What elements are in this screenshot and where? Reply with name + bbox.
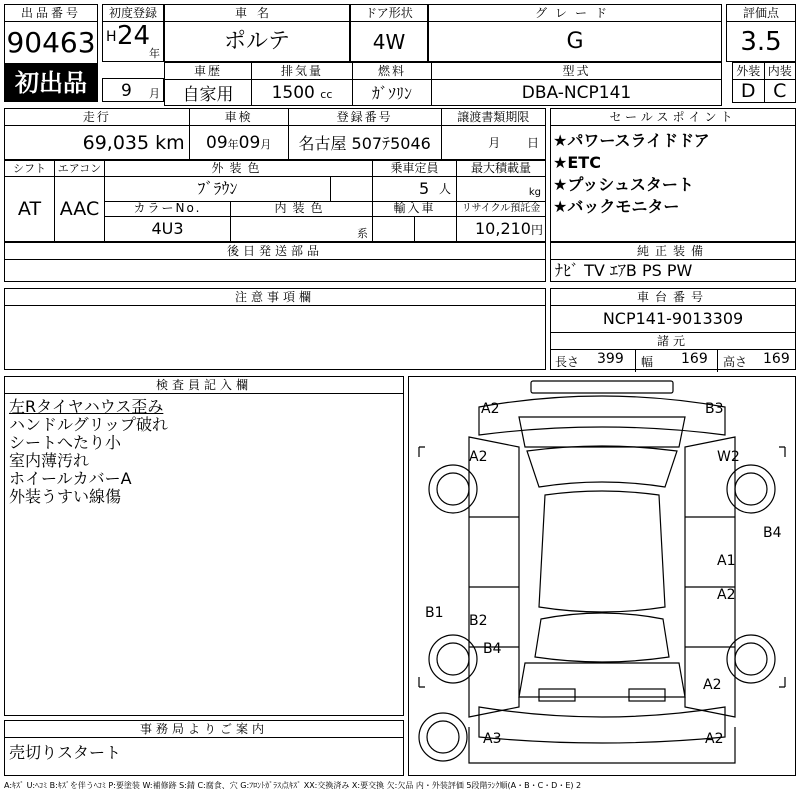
car-diagram [408,376,796,776]
grade: G [566,29,584,54]
dims-divider [717,350,718,372]
era: H [106,29,117,45]
sales-point-item: ★プッシュスタート [553,175,694,194]
grade-table [732,62,796,103]
listing-number-label: 出品番号 [5,5,97,22]
office-note: 売切りスタート [9,743,122,762]
damage-mark: A2 [481,401,500,417]
int-color-label: 内装色 [231,201,373,217]
transfer-cell [441,126,545,160]
chassis-label: 車台番号 [551,289,795,306]
width-label: 幅 [641,355,654,369]
inspection-year-unit: 年 [227,137,239,151]
mileage-label: 走行 [5,109,190,126]
plate: 名古屋 507ﾃ5046 [288,126,441,160]
inspector-label: 検査員記入欄 [5,377,403,394]
equipment-label: 純正装備 [551,243,795,260]
damage-mark: B1 [425,605,444,621]
legend: A:ｷｽﾞ U:ﾍｺﾐ B:ｷｽﾞを伴うﾍｺﾐ P:要塗装 W:補修跡 S:錆 C:腐食、穴 G:ﾌﾛﾝﾄｶﾞﾗｽ点ｷｽﾞ XX:交換済み X:要交換 欠:欠品 内・外装評価 5段階ﾗﾝｸ順(A・B・C・D・E) 2 [4,781,582,790]
damage-mark: A2 [469,449,488,465]
score-box [726,4,796,62]
int-grade-label: 内装 [764,63,796,80]
displacement-label: 排気量 [252,63,353,80]
int-color-cell [231,217,373,241]
dims-divider [635,350,636,372]
capacity-label: 乗車定員 [373,161,457,177]
history: 自家用 [165,80,252,106]
registration-year: 24 [117,21,151,51]
later-parts-label: 後日発送部品 [5,243,545,260]
fuel: ｶﾞｿﾘﾝ [353,80,432,106]
mileage-cell [5,126,190,160]
displacement: 1500 [271,82,315,103]
car-name: ポルテ [223,29,290,54]
listing-number: 90463 [6,26,96,59]
door-type: 4W [372,30,406,54]
damage-mark: A1 [717,553,736,569]
door-box [350,4,428,62]
office-box [4,720,404,776]
recycle-label: リサイクル預託金 [457,201,545,217]
color-no-label: カラーNo. [105,201,231,217]
recycle-fee: 10,210 [475,219,531,238]
shift-ac-block [4,160,546,242]
first-registration-label: 初度登録 [103,5,163,22]
fuel-label: 燃料 [353,63,432,80]
load-unit: kg [528,187,541,198]
score: 3.5 [740,27,782,57]
later-parts-box [4,242,546,282]
mileage-unit: km [155,131,185,154]
damage-mark: B3 [705,401,724,417]
notes-box [4,288,546,370]
notes-label: 注意事項欄 [5,289,545,306]
car-name-box [164,4,350,62]
inspector-notes [5,394,403,506]
score-label: 評価点 [727,5,795,22]
inspector-box [4,376,404,716]
shift-label: シフト [5,161,55,177]
import-label: 輸入車 [373,201,457,217]
recycle-unit: 円 [530,223,543,237]
inspection-month: 09 [238,132,261,153]
height: 169 [763,351,790,367]
import-cell-b [415,217,457,241]
car-outline [409,377,795,775]
displacement-cell [252,80,353,106]
ext-color-label: 外装色 [105,161,373,177]
damage-mark: A3 [483,731,502,747]
capacity-unit: 人 [439,182,452,196]
detail-table [4,108,546,160]
model-label: 型式 [432,63,722,80]
damage-mark: A2 [717,587,736,603]
inspector-note: 外装うすい線傷 [9,487,122,506]
sales-point-item: ★パワースライドドア [553,131,710,150]
color-no: 4U3 [105,217,231,241]
import-cell-a [373,217,415,241]
equipment-box [550,242,796,282]
first-listing-badge: 初出品 [4,64,98,102]
grade-box [428,4,722,62]
int-grade: C [764,80,796,103]
plate-label: 登録番号 [288,109,441,126]
inspection-cell [189,126,288,160]
month-unit: 月 [149,87,160,100]
recycle-cell [457,217,545,241]
listing-number-box [4,4,98,64]
mileage: 69,035 [82,131,150,154]
capacity-cell [373,177,457,201]
air-conditioner: AAC [55,177,105,241]
sales-point-item: ★バックモニター [553,197,680,216]
inspection-year: 09 [206,132,228,153]
damage-mark: B4 [763,525,782,541]
vehicle-specs-table [164,62,722,106]
sales-points-list [551,126,795,218]
transfer-day-unit: 日 [526,136,539,150]
load-label: 最大積載量 [457,161,545,177]
model: DBA-NCP141 [432,80,722,106]
sales-point-item: ★ETC [553,153,601,172]
ext-grade-label: 外装 [733,63,765,80]
capacity: 5 [419,179,430,198]
damage-mark: B2 [469,613,488,629]
shift: AT [5,177,55,241]
chassis-number: NCP141-9013309 [551,306,795,333]
equipment: ﾅﾋﾞ TV ｴｱB PS PW [555,261,693,280]
inspector-note: 左Rタイヤハウス歪み [9,397,164,416]
dims-row [551,350,795,372]
door-label: ドア形状 [351,5,427,22]
ext-color-spare [331,177,373,201]
first-registration-box [102,4,164,62]
inspector-note: ハンドルグリップ破れ [9,415,169,434]
int-color-unit: 系 [357,227,368,240]
inspector-note: シートへたり小 [9,433,122,452]
ext-color: ﾌﾞﾗｳﾝ [105,177,331,201]
damage-mark: A2 [705,731,724,747]
inspection-label: 車検 [189,109,288,126]
year-unit: 年 [149,47,160,60]
damage-mark: A2 [703,677,722,693]
ext-grade: D [733,80,765,103]
inspector-note: 室内薄汚れ [9,451,90,470]
car-name-label: 車名 [165,5,349,22]
grade-label: グレード [429,5,721,22]
chassis-box [550,288,796,370]
width: 169 [681,351,708,367]
damage-mark: W2 [717,449,740,465]
history-label: 車歴 [165,63,252,80]
damage-mark: B4 [483,641,502,657]
length: 399 [597,351,624,367]
height-label: 高さ [723,355,748,369]
load-cell [457,177,545,201]
sales-points-label: セールスポイント [551,109,795,126]
office-label: 事務局よりご案内 [5,721,403,738]
inspector-note: ホイールカバーA [9,469,132,488]
sales-points-box [550,108,796,242]
registration-month-box [102,78,164,102]
transfer-month-unit: 月 [488,136,501,150]
length-label: 長さ [555,355,580,369]
transfer-label: 譲渡書類期限 [441,109,545,126]
registration-month: 9 [121,81,132,101]
displacement-unit: cc [320,87,333,101]
ac-label: エアコン [55,161,105,177]
inspection-month-unit: 月 [260,137,272,151]
dims-label: 諸元 [551,333,795,350]
